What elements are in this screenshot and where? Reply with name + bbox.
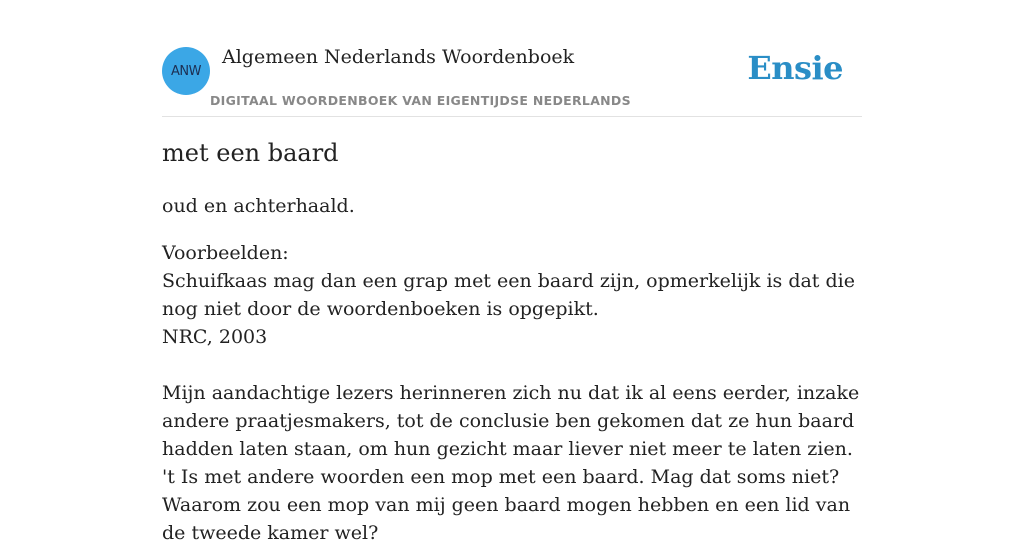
- ensie-logo-link[interactable]: Ensie: [747, 49, 843, 87]
- source-title[interactable]: Algemeen Nederlands Woordenboek: [222, 46, 575, 68]
- examples-section: [162, 239, 862, 547]
- source-header: [162, 0, 862, 117]
- example-item: [162, 379, 862, 547]
- entry-definition: oud en achterhaald.: [162, 195, 355, 217]
- anw-logo[interactable]: [162, 47, 210, 95]
- source-subtitle: DIGITAAL WOORDENBOEK VAN EIGENTIJDSE NEDERLANDS: [210, 93, 631, 108]
- example-item: [162, 267, 862, 351]
- example-text: Mijn aandachtige lezers herinneren zich nu dat ik al eens eerder, inzake andere praatjesmakers, tot de conclusie ben gekomen dat ze hun baard hadden laten staan, om hun gezicht maar liever niet meer te laten zien. 't Is met andere woorden een mop met een baard. Mag dat soms niet? Waarom zou een mop van mij geen baard mogen hebben en een lid van de tweede kamer wel?: [162, 382, 860, 544]
- example-text: Schuifkaas mag dan een grap met een baard zijn, opmerkelijk is dat die nog niet door de woordenboeken is opgepikt.: [162, 270, 855, 320]
- example-spacer: [162, 351, 862, 379]
- example-source: NRC, 2003: [162, 326, 268, 348]
- entry-content: [162, 192, 862, 547]
- examples-label: Voorbeelden:: [162, 242, 289, 264]
- anw-logo-text: ANW: [171, 63, 201, 79]
- entry-term: met een baard: [162, 139, 339, 167]
